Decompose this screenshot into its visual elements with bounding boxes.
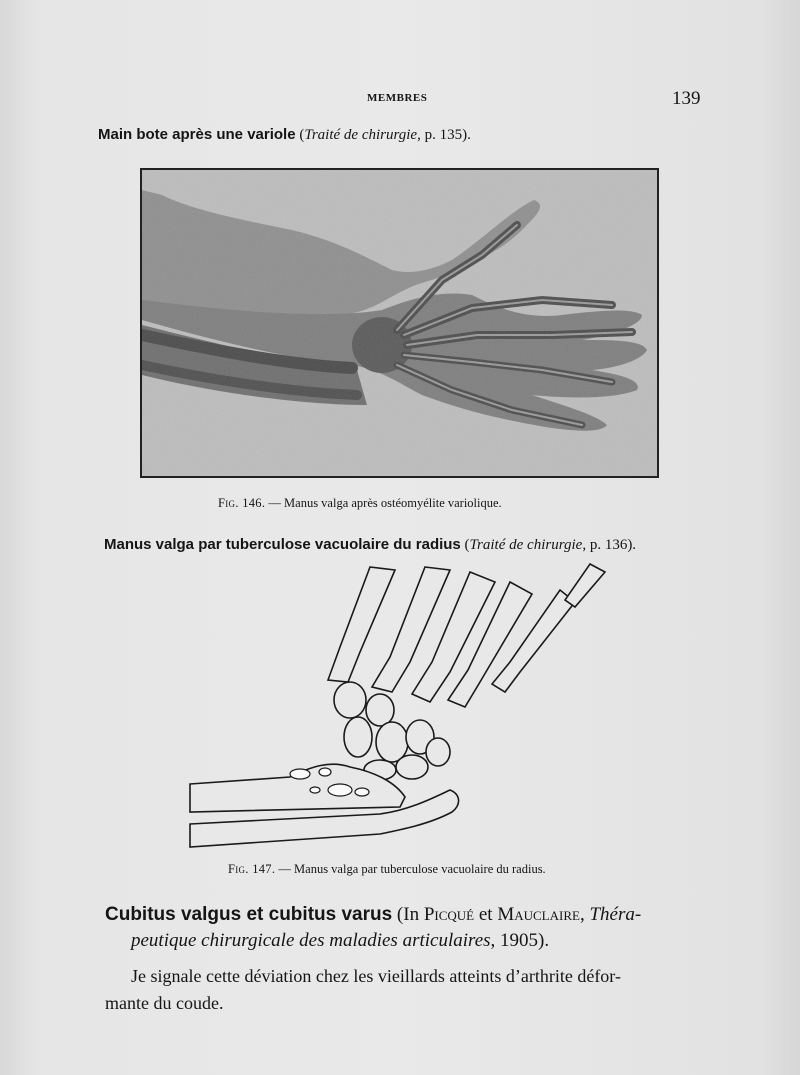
author-picque: Picqué [423, 904, 475, 925]
figure-label: Fig. 147. [228, 862, 276, 876]
heading-reference: (Traité de chirurgie, p. 135). [295, 127, 471, 143]
caption-text: — Manus valga après ostéomyélite variolique. [265, 496, 502, 510]
figure-146-caption [218, 496, 502, 511]
page-number: 139 [672, 88, 701, 109]
section-heading-manus-valga [104, 536, 636, 554]
section-heading-cubitus-continuation [131, 930, 549, 952]
section-heading-cubitus: Cubitus valgus et cubitus varus (In Picqué et Mauclaire, Théra- [105, 904, 642, 925]
heading-text: Main bote après une variole [98, 126, 296, 143]
figure-label: Fig. 146. [218, 496, 266, 510]
paragraph-line-2: mante du coude. [105, 993, 224, 1013]
heading-reference: (Traité de chirurgie, p. 136). [460, 537, 637, 553]
book-title-part2: peutique chirurgicale des maladies articulaires [131, 930, 491, 951]
author-mauclaire: Mauclaire [497, 904, 580, 925]
heading-text: Manus valga par tuberculose vacuolaire du radius [104, 536, 461, 553]
heading-text: Cubitus valgus et cubitus varus [105, 904, 393, 925]
figure-147-caption [228, 862, 546, 877]
wrist-bones-drawing [180, 562, 620, 862]
running-head: MEMBRES [367, 92, 428, 104]
paragraph-line-1: Je signale cette déviation chez les vieillards atteints d’arthrite défor- [131, 966, 621, 986]
line-drawing-figure-147 [180, 562, 620, 862]
radiograph-figure-146 [140, 168, 659, 478]
book-title-part1: Théra- [589, 904, 642, 925]
hand-radiograph-image [142, 170, 657, 476]
publication-year: , 1905). [490, 930, 550, 951]
section-heading-main-bote [98, 126, 471, 144]
caption-text: — Manus valga par tuberculose vacuolaire du radius. [275, 862, 546, 876]
